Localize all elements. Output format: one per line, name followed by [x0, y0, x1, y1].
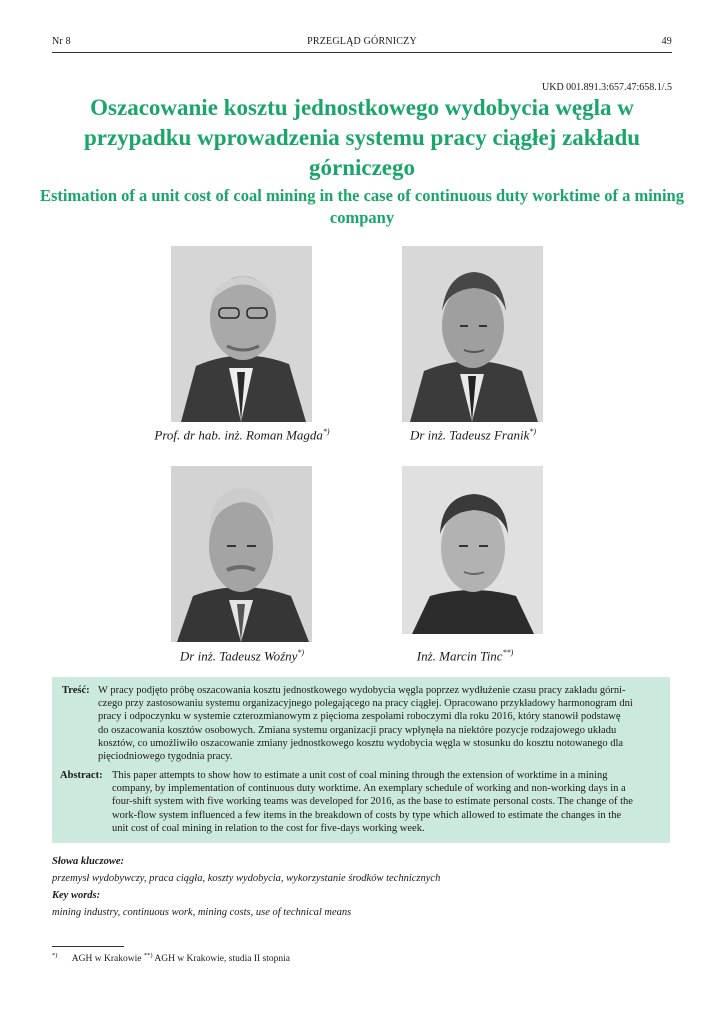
title-english: Estimation of a unit cost of coal mining in the case of continuous duty worktime of a mining company — [40, 186, 684, 227]
author-caption-wozny — [150, 648, 334, 664]
text-line: work-flow system influenced a few items in the breakdown of costs by type which allowed to estimate the changes in the — [112, 809, 622, 821]
affiliation-mark: *) — [322, 427, 330, 436]
author-caption-tinc — [398, 648, 532, 664]
text-line: unit cost of coal mining in relation to the cost for five-days working week. — [112, 822, 425, 834]
abstract-english-text — [112, 769, 660, 835]
footnote-rule — [52, 946, 124, 947]
author-photo-franik — [402, 246, 543, 422]
footnote-mark: *) — [52, 952, 58, 959]
title-polish: Oszacowanie kosztu jednostkowego wydobycia węgla w przypadku wprowadzenia systemu pracy ciągłej zakładu górniczego — [83, 95, 641, 180]
issue-number: Nr 8 — [52, 36, 71, 47]
affiliation-mark: *) — [297, 648, 305, 657]
author-caption-magda — [120, 427, 364, 443]
running-head — [52, 36, 672, 53]
keywords-polish-label: Słowa kluczowe: — [52, 856, 125, 867]
text-line: czego przy zastosowaniu systemu organizacyjnego polegającego na pracy ciągłej. Opracowano przykładowy harmonogram dni — [98, 698, 633, 710]
author-photo-tinc — [402, 466, 543, 634]
author-name: Dr inż. Tadeusz Franik — [409, 427, 530, 443]
affiliation-mark: *) — [529, 427, 537, 436]
keywords-english-label: Key words: — [52, 890, 101, 901]
author-name: Inż. Marcin Tinc — [416, 648, 503, 664]
journal-name: PRZEGLĄD GÓRNICZY — [307, 36, 417, 47]
text-line: company, by implementation of continuous duty worktime. An exemplary schedule of working and non-working days in a — [112, 783, 626, 795]
footnote — [52, 952, 290, 964]
affiliation-mark: **) — [502, 648, 514, 657]
author-photo-wozny — [171, 466, 312, 642]
text-line: pięciodniowego tygodnia pracy. — [98, 751, 233, 763]
author-caption-franik — [380, 427, 566, 443]
abstract-polish-text — [98, 684, 660, 697]
text-line: do oszacowania kosztów osobowych. Zmiana systemu organizacji pracy wpłynęła na niektóre pozycje rodzajowego układu — [98, 724, 617, 736]
text-line: pracy i odpoczynku w systemie czterozmianowym z pięcioma zespołami roboczymi dla roku 2016, który stanowił podstawę — [98, 711, 621, 723]
abstract-polish — [60, 684, 660, 763]
abstract-english — [60, 769, 660, 835]
abstract-english-label: Abstract: — [60, 770, 103, 781]
footnote-text: AGH w Krakowie, studia II stopnia — [154, 954, 290, 965]
footnote-mark: **) — [143, 952, 153, 959]
text-line: four-shift system with five working teams was developed for 2016, as the base to estimate personal costs. The change of the — [112, 796, 633, 808]
author-name: Dr inż. Tadeusz Woźny — [179, 648, 298, 664]
page-number: 49 — [661, 36, 672, 47]
keywords-english-text: mining industry, continuous work, mining costs, use of technical means — [52, 907, 352, 918]
text-line: W pracy podjęto próbę oszacowania kosztu jednostkowego wydobycia węgla poprzez wydłużenie czasu pracy zakładu górni- — [98, 685, 626, 696]
author-name: Prof. dr hab. inż. Roman Magda — [154, 427, 323, 443]
abstract-box — [52, 677, 670, 843]
udc-code: UKD 001.891.3:657.47:658.1/.5 — [542, 82, 672, 93]
text-line: This paper attempts to show how to estimate a unit cost of coal mining through the extension of worktime in a mining — [112, 770, 608, 781]
footnote-text: AGH w Krakowie — [71, 954, 142, 965]
text-line: kosztów, co umożliwiło oszacowanie zmiany jednostkowego kosztu wydobycia węgla w stosunku do kosztu notowanego dla — [98, 737, 624, 749]
keywords-polish-text: przemysł wydobywczy, praca ciągła, koszty wydobycia, wykorzystanie środków technicznych — [52, 873, 441, 884]
abstract-polish-label: Treść: — [62, 685, 90, 696]
author-photo-magda — [171, 246, 312, 422]
